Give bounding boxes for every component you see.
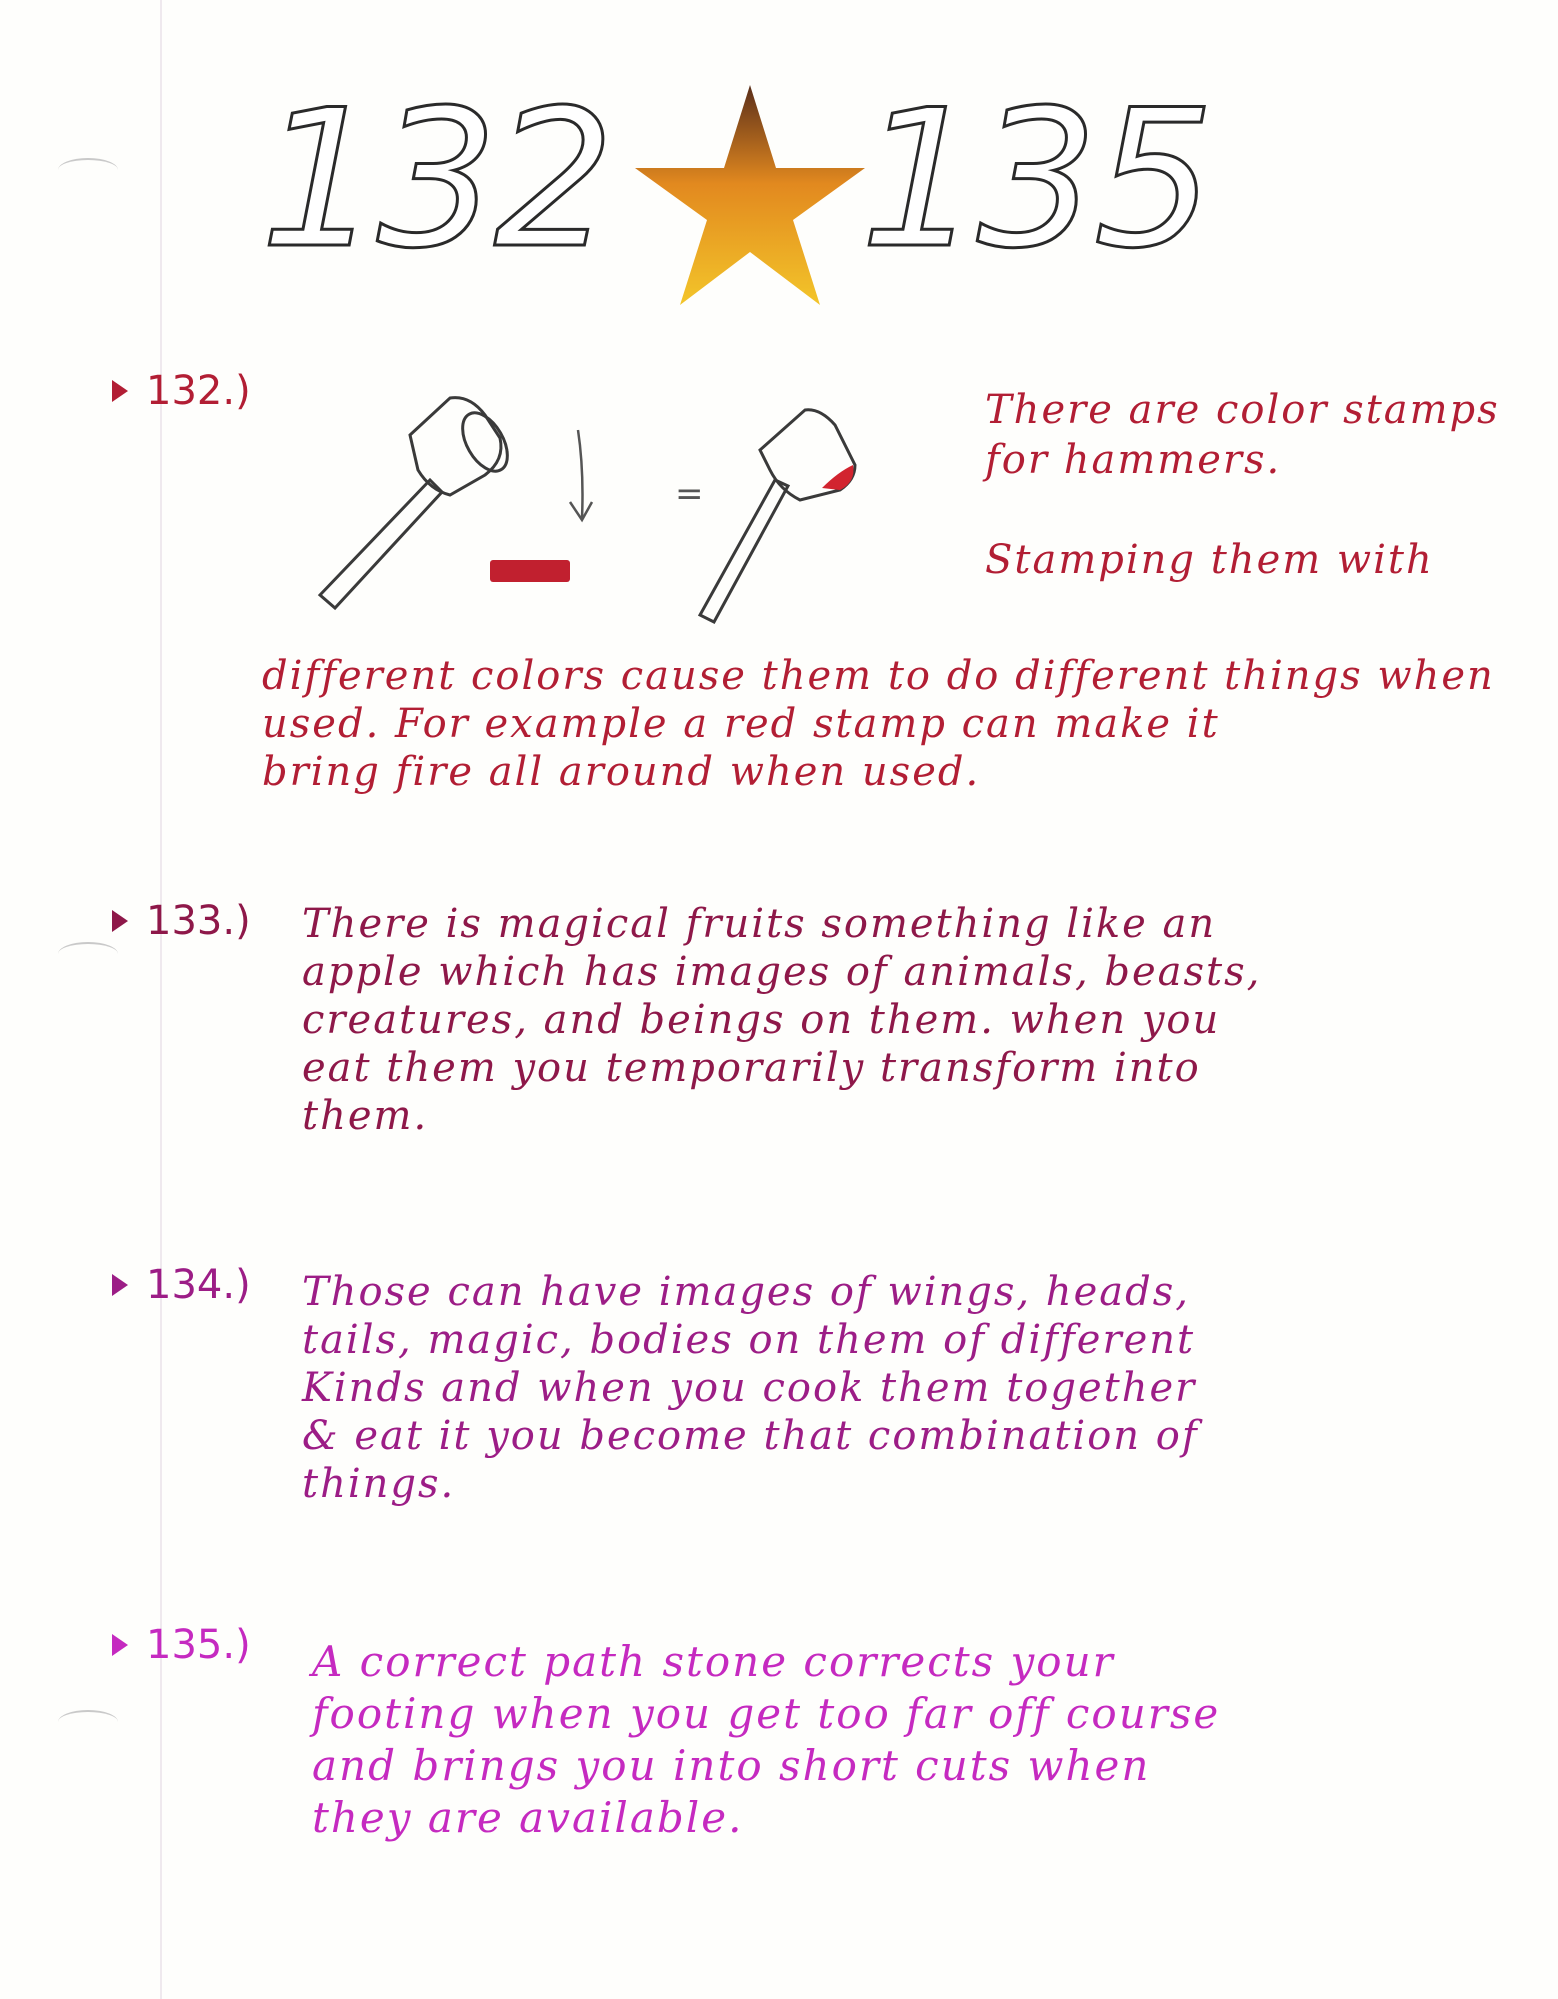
paper-hole-mark: [58, 1710, 118, 1734]
entry-134-number: 134.): [112, 1262, 251, 1308]
colored-hammer-icon: [700, 410, 855, 622]
red-stamp-mark-icon: [822, 465, 853, 490]
entry-132-number: 132.): [112, 368, 251, 414]
down-arrow-icon: [570, 430, 592, 520]
hammer-icon: [320, 398, 517, 608]
entry-132-side-text: There are color stamps for hammers. Stamping them with: [985, 387, 1500, 583]
margin-line: [160, 0, 162, 1999]
paper-hole-mark: [58, 942, 118, 966]
hammer-stamp-illustration: [300, 390, 960, 630]
star-icon: [630, 80, 870, 310]
paper-hole-mark: [58, 158, 118, 182]
entry-132-text: different colors cause them to do different things when used. For example a red stamp can make it bring fire all around when used.: [262, 653, 1495, 795]
equals-sign: =: [675, 474, 704, 514]
title-start-number: 132: [260, 69, 611, 290]
red-stamp-icon: [490, 560, 570, 582]
triangle-bullet-icon: [112, 910, 128, 932]
title-end-number: 135: [860, 69, 1211, 290]
entry-135-number: 135.): [112, 1622, 251, 1668]
entry-134-text: Those can have images of wings, heads, tails, magic, bodies on them of different Kinds and when you cook them together & eat it you become that combination of things.: [302, 1269, 1199, 1507]
entry-135-text: A correct path stone corrects your footing when you get too far off course and brings you into short cuts when they are available.: [312, 1637, 1221, 1842]
page-title: [240, 70, 1220, 300]
triangle-bullet-icon: [112, 1634, 128, 1656]
entry-133-number: 133.): [112, 898, 251, 944]
triangle-bullet-icon: [112, 380, 128, 402]
entry-133-text: There is magical fruits something like an apple which has images of animals, beasts, creatures, and beings on them. when you eat them you temporarily transform into them.: [302, 901, 1262, 1139]
triangle-bullet-icon: [112, 1274, 128, 1296]
